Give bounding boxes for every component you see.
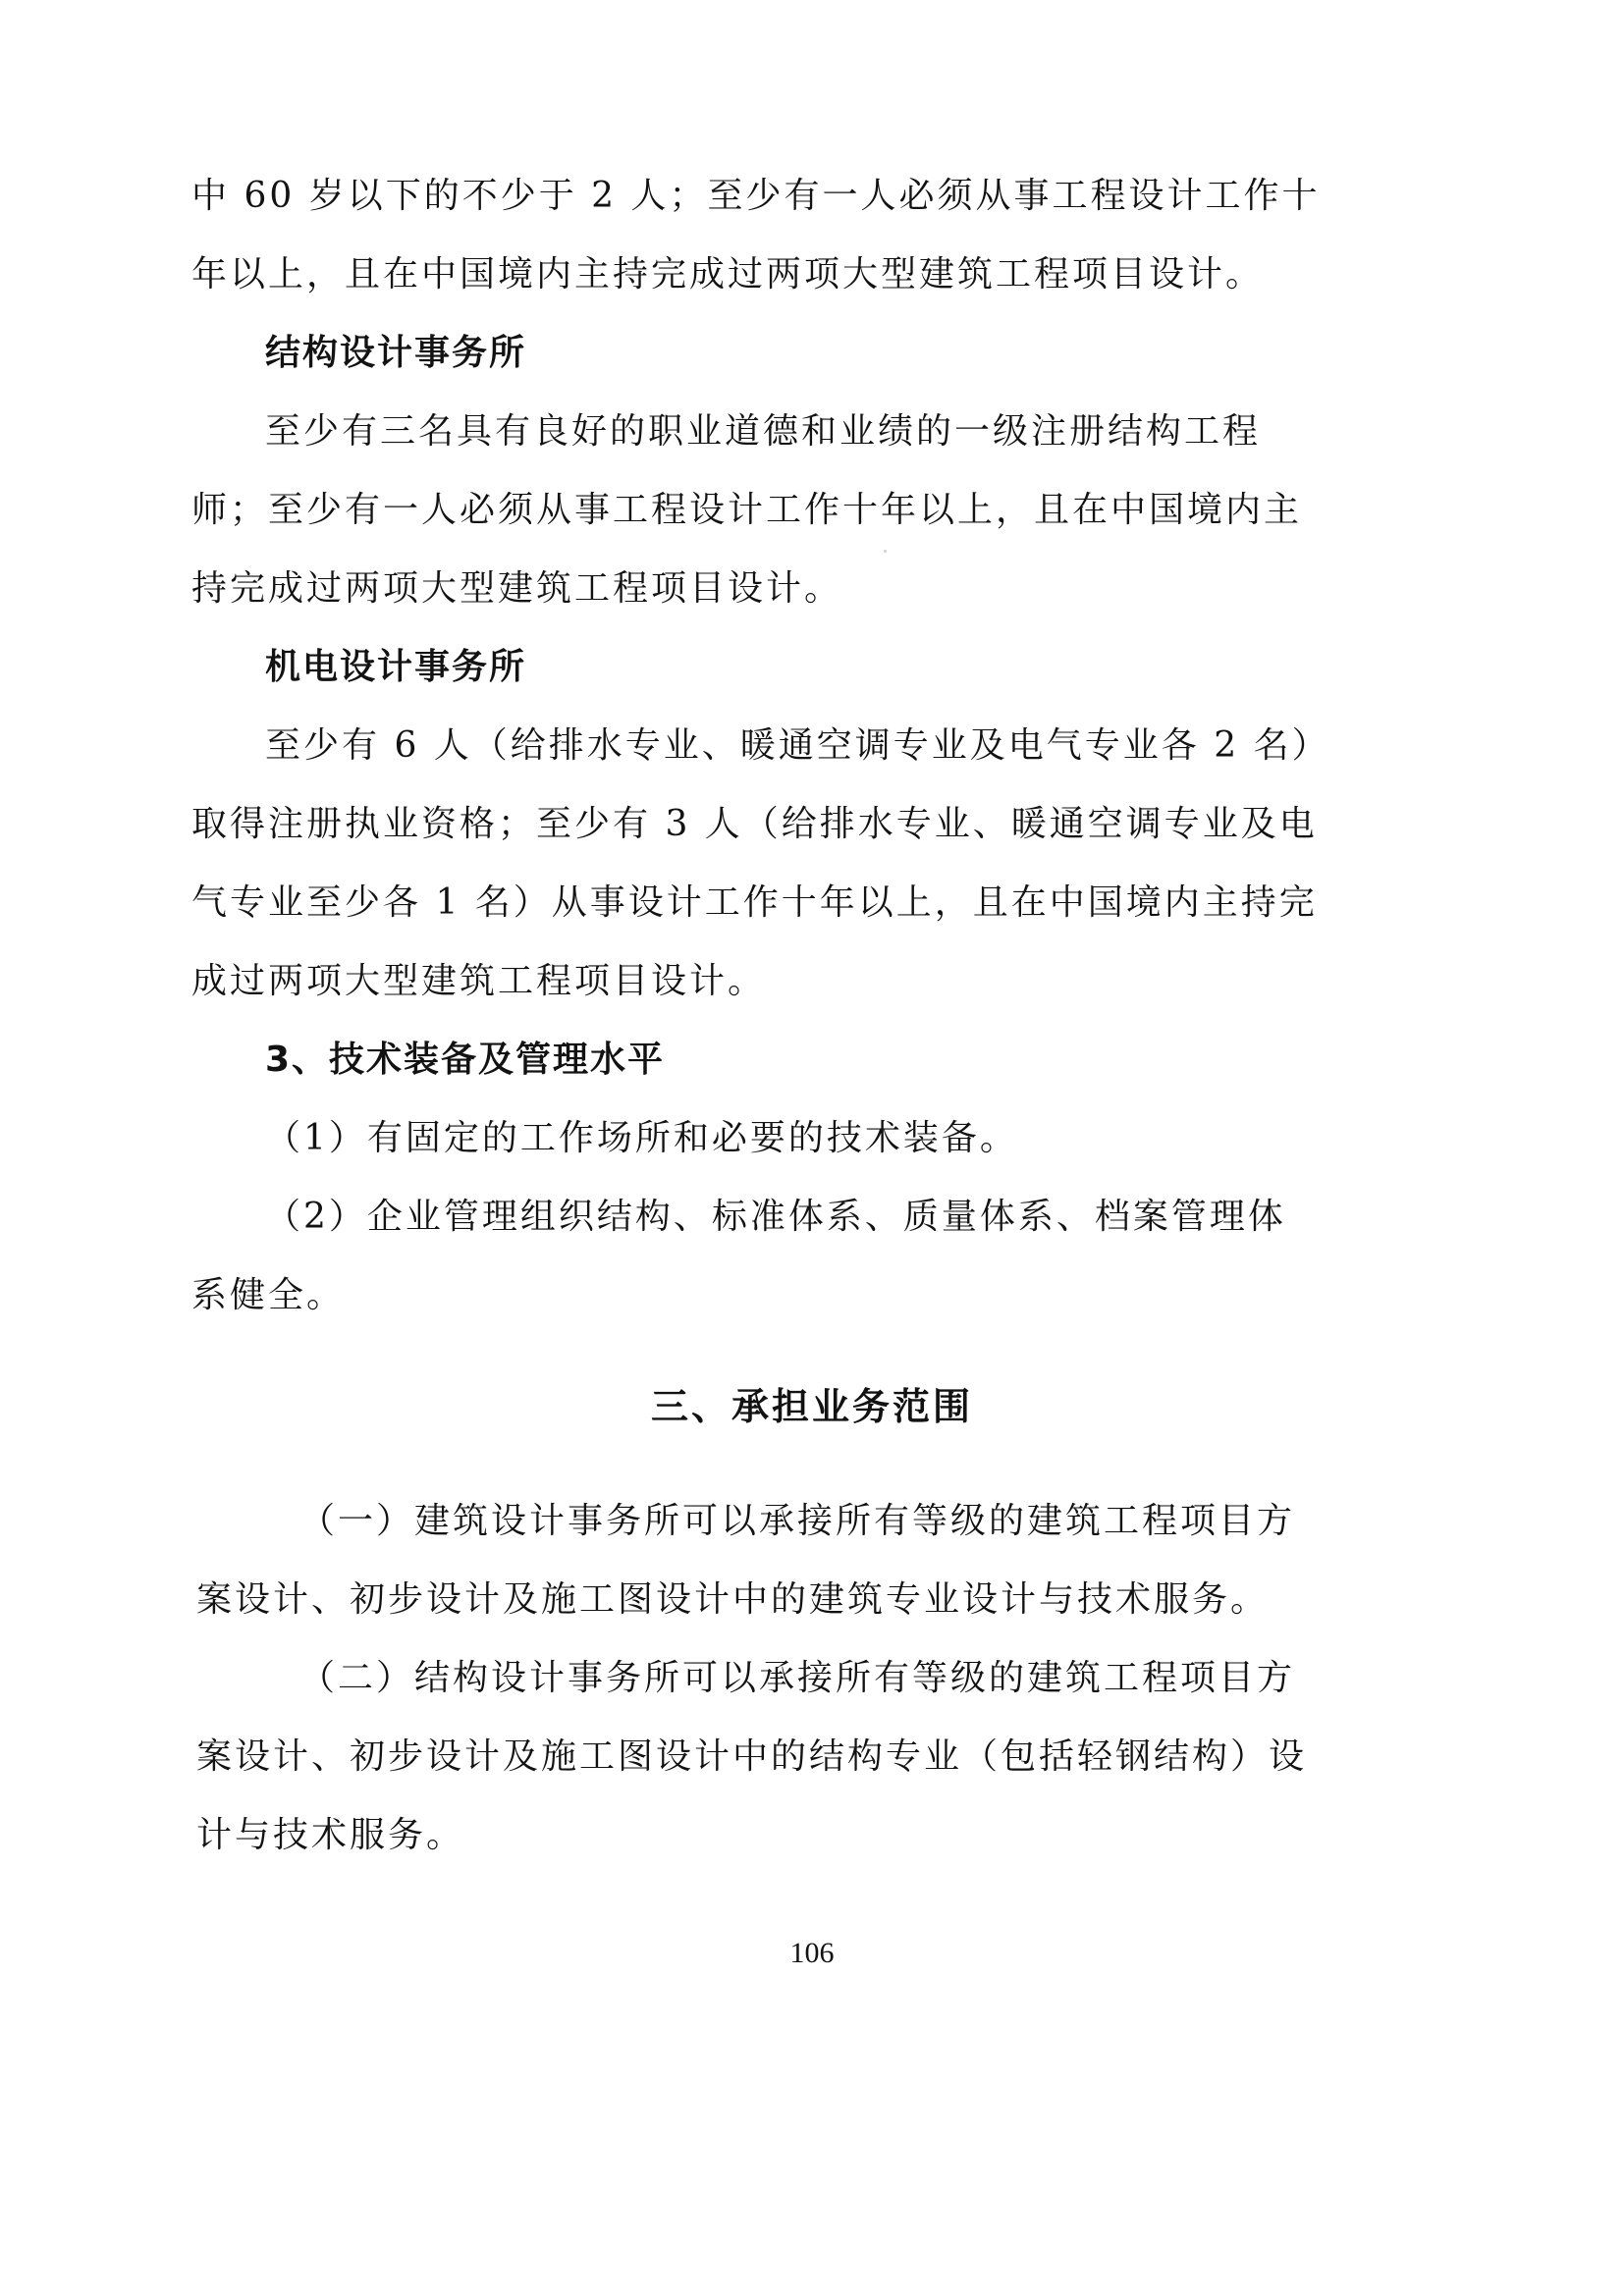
page-number: 106 bbox=[789, 1937, 835, 1969]
paragraph-line: 气专业至少各 1 名）从事设计工作十年以上，且在中国境内主持完 bbox=[191, 882, 1318, 923]
list-item: （1）有固定的工作场所和必要的技术装备。 bbox=[265, 1118, 1018, 1158]
list-item: （二）结构设计事务所可以承接所有等级的建筑工程项目方 bbox=[299, 1658, 1296, 1698]
paragraph-line: 中 60 岁以下的不少于 2 人；至少有一人必须从事工程设计工作十 bbox=[191, 176, 1321, 216]
paragraph-line: 系健全。 bbox=[191, 1275, 346, 1315]
subheading-technical-equipment: 3、技术装备及管理水平 bbox=[265, 1040, 666, 1080]
paragraph-line: 成过两项大型建筑工程项目设计。 bbox=[191, 961, 767, 1001]
subheading-structural-design-office: 结构设计事务所 bbox=[265, 333, 527, 373]
list-item: （一）建筑设计事务所可以承接所有等级的建筑工程项目方 bbox=[299, 1501, 1296, 1541]
paragraph-line: 计与技术服务。 bbox=[196, 1815, 465, 1855]
paragraph-line: 取得注册执业资格；至少有 3 人（给排水专业、暖通空调专业及电 bbox=[191, 804, 1318, 844]
paragraph-line: 年以上，且在中国境内主持完成过两项大型建筑工程项目设计。 bbox=[191, 254, 1265, 294]
paragraph-line: 案设计、初步设计及施工图设计中的结构专业（包括轻钢结构）设 bbox=[196, 1736, 1308, 1777]
section-title: 三、承担业务范围 bbox=[650, 1385, 973, 1428]
paragraph-line: 至少有 6 人（给排水专业、暖通空调专业及电气专业各 2 名） bbox=[265, 725, 1330, 766]
paragraph-line: 至少有三名具有良好的职业道德和业绩的一级注册结构工程 bbox=[265, 411, 1262, 452]
paragraph-line: 师；至少有一人必须从事工程设计工作十年以上，且在中国境内主 bbox=[191, 490, 1303, 530]
list-item: （2）企业管理组织结构、标准体系、质量体系、档案管理体 bbox=[265, 1197, 1286, 1237]
paragraph-line: 案设计、初步设计及施工图设计中的建筑专业设计与技术服务。 bbox=[196, 1579, 1270, 1620]
subheading-mep-design-office: 机电设计事务所 bbox=[265, 647, 527, 687]
scan-speck bbox=[884, 550, 887, 553]
paragraph-line: 持完成过两项大型建筑工程项目设计。 bbox=[191, 568, 843, 609]
